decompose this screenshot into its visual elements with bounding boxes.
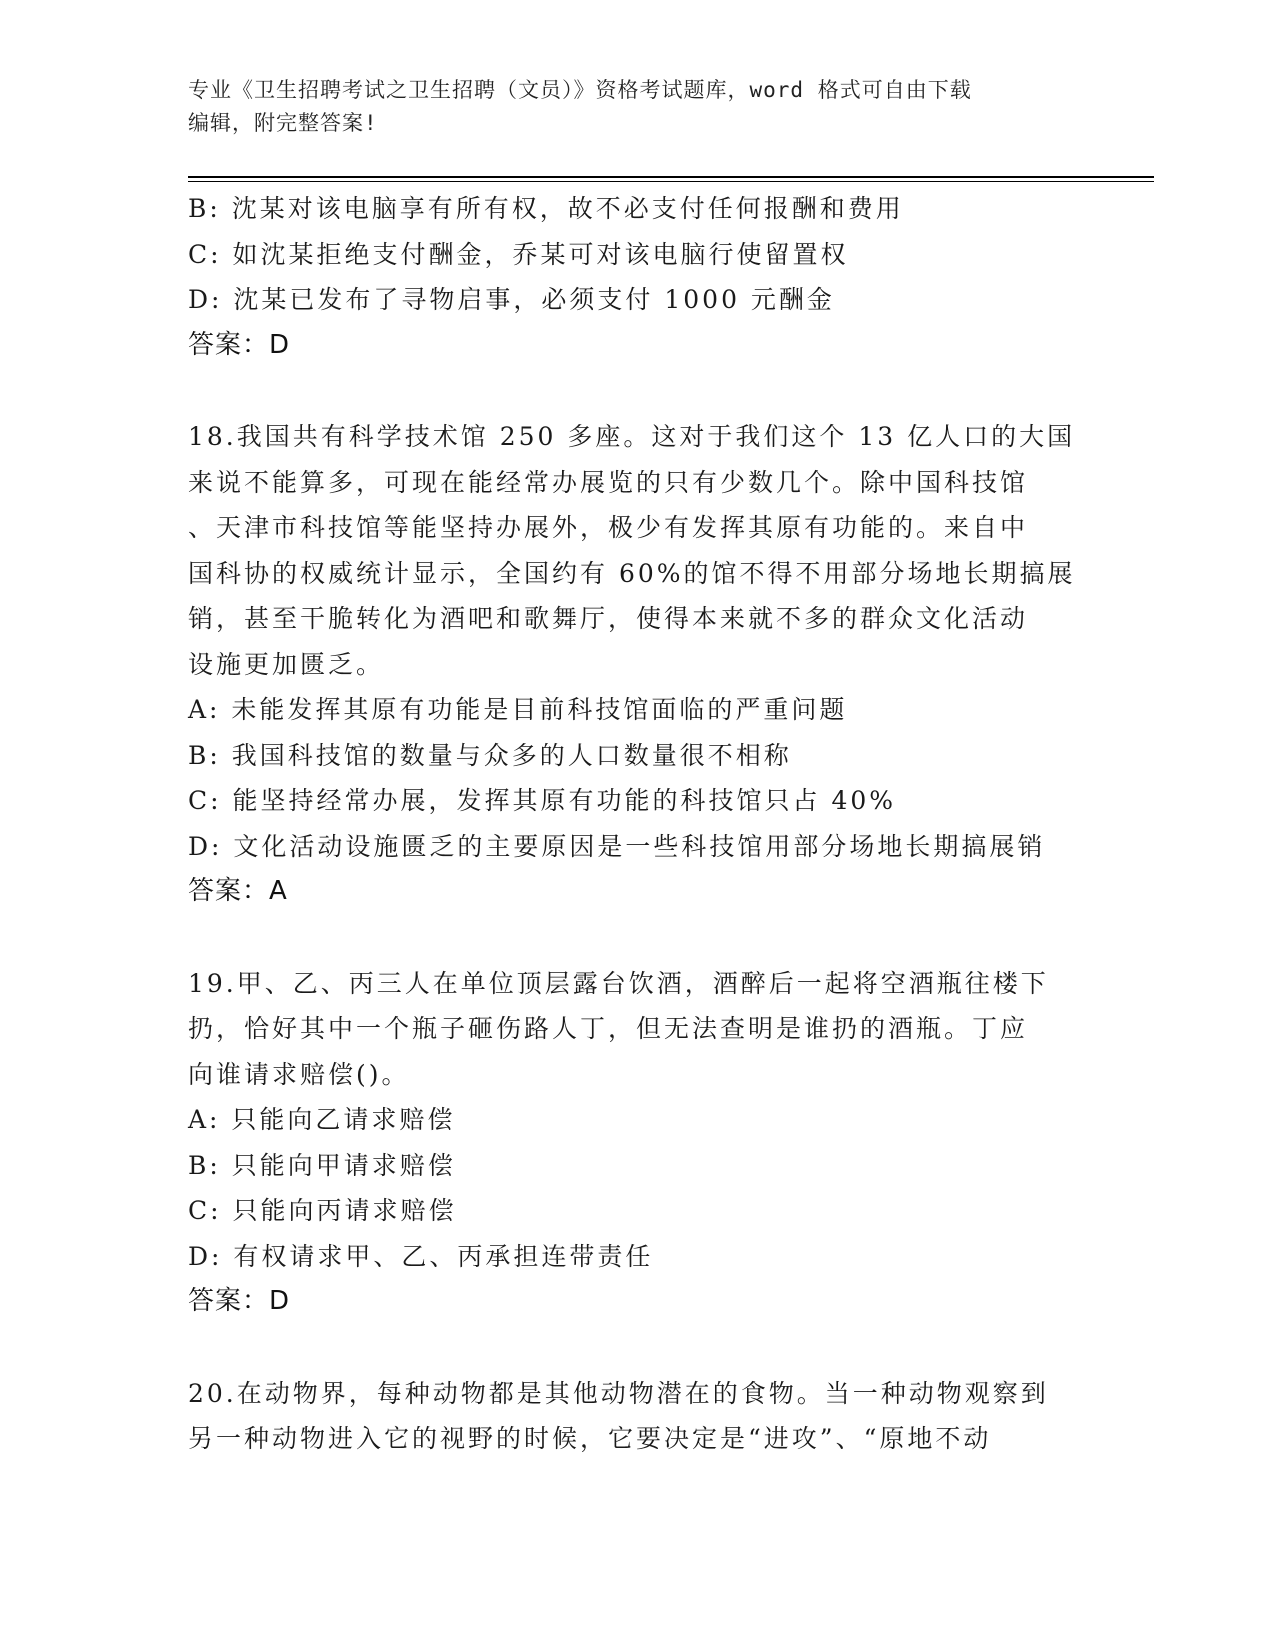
question-19 xyxy=(188,961,1088,1325)
header-line-1: 专业《卫生招聘考试之卫生招聘（文员）》资格考试题库，word 格式可自由下载 xyxy=(188,78,972,102)
question-stem-line: 国科协的权威统计显示，全国约有 60%的馆不得不用部分场地长期搞展 xyxy=(188,558,1076,588)
spacer xyxy=(188,915,1088,961)
header-rule-thick xyxy=(188,176,1154,178)
question-stem-line: 另一种动物进入它的视野的时候，它要决定是“进攻”、“原地不动 xyxy=(188,1424,992,1453)
option-c: C: 只能向丙请求赔偿 xyxy=(188,1196,457,1225)
option-b: B: 我国科技馆的数量与众多的人口数量很不相称 xyxy=(188,740,792,770)
question-stem-line: 设施更加匮乏。 xyxy=(188,649,385,679)
question-18 xyxy=(188,414,1088,915)
option-d: D: 沈某已发布了寻物启事，必须支付 1000 元酬金 xyxy=(188,285,835,314)
option-a: A: 未能发挥其原有功能是目前科技馆面临的严重问题 xyxy=(188,695,848,724)
option-c: C: 如沈某拒绝支付酬金，乔某可对该电脑行使留置权 xyxy=(188,239,849,269)
answer-line: 答案：D xyxy=(188,1286,291,1316)
answer-line: 答案：A xyxy=(188,876,288,906)
answer-line: 答案：D xyxy=(188,329,291,360)
option-a: A: 只能向乙请求赔偿 xyxy=(188,1105,456,1134)
document-header xyxy=(188,74,1068,140)
question-20 xyxy=(188,1371,1088,1462)
spacer xyxy=(188,1325,1088,1371)
question-stem-line: 、天津市科技馆等能坚持办展外，极少有发挥其原有功能的。来自中 xyxy=(188,513,1029,542)
question-stem-line: 来说不能算多，可现在能经常办展览的只有少数几个。除中国科技馆 xyxy=(188,467,1029,497)
question-stem-line: 20.在动物界，每种动物都是其他动物潜在的食物。当一种动物观察到 xyxy=(188,1378,1049,1408)
header-line-2: 编辑，附完整答案! xyxy=(188,111,378,135)
option-b: B: 只能向甲请求赔偿 xyxy=(188,1150,456,1180)
question-stem-line: 销，甚至干脆转化为酒吧和歌舞厅，使得本来就不多的群众文化活动 xyxy=(188,604,1029,633)
option-b: B: 沈某对该电脑享有所有权，故不必支付任何报酬和费用 xyxy=(188,194,904,223)
header-rule-thin xyxy=(188,181,1154,182)
question-stem-line: 向谁请求赔偿()。 xyxy=(188,1059,410,1089)
question-stem-line: 19.甲、乙、丙三人在单位顶层露台饮酒，酒醉后一起将空酒瓶往楼下 xyxy=(188,968,1049,998)
spacer xyxy=(188,368,1088,414)
question-17-tail xyxy=(188,186,1088,368)
document-body xyxy=(188,186,1088,1462)
option-c: C: 能坚持经常办展，发挥其原有功能的科技馆只占 40% xyxy=(188,786,897,815)
option-d: D: 有权请求甲、乙、丙承担连带责任 xyxy=(188,1241,654,1271)
option-d: D: 文化活动设施匮乏的主要原因是一些科技馆用部分场地长期搞展销 xyxy=(188,831,1046,861)
question-stem-line: 18.我国共有科学技术馆 250 多座。这对于我们这个 13 亿人口的大国 xyxy=(188,422,1076,451)
question-stem-line: 扔，恰好其中一个瓶子砸伤路人丁，但无法查明是谁扔的酒瓶。丁应 xyxy=(188,1014,1029,1043)
